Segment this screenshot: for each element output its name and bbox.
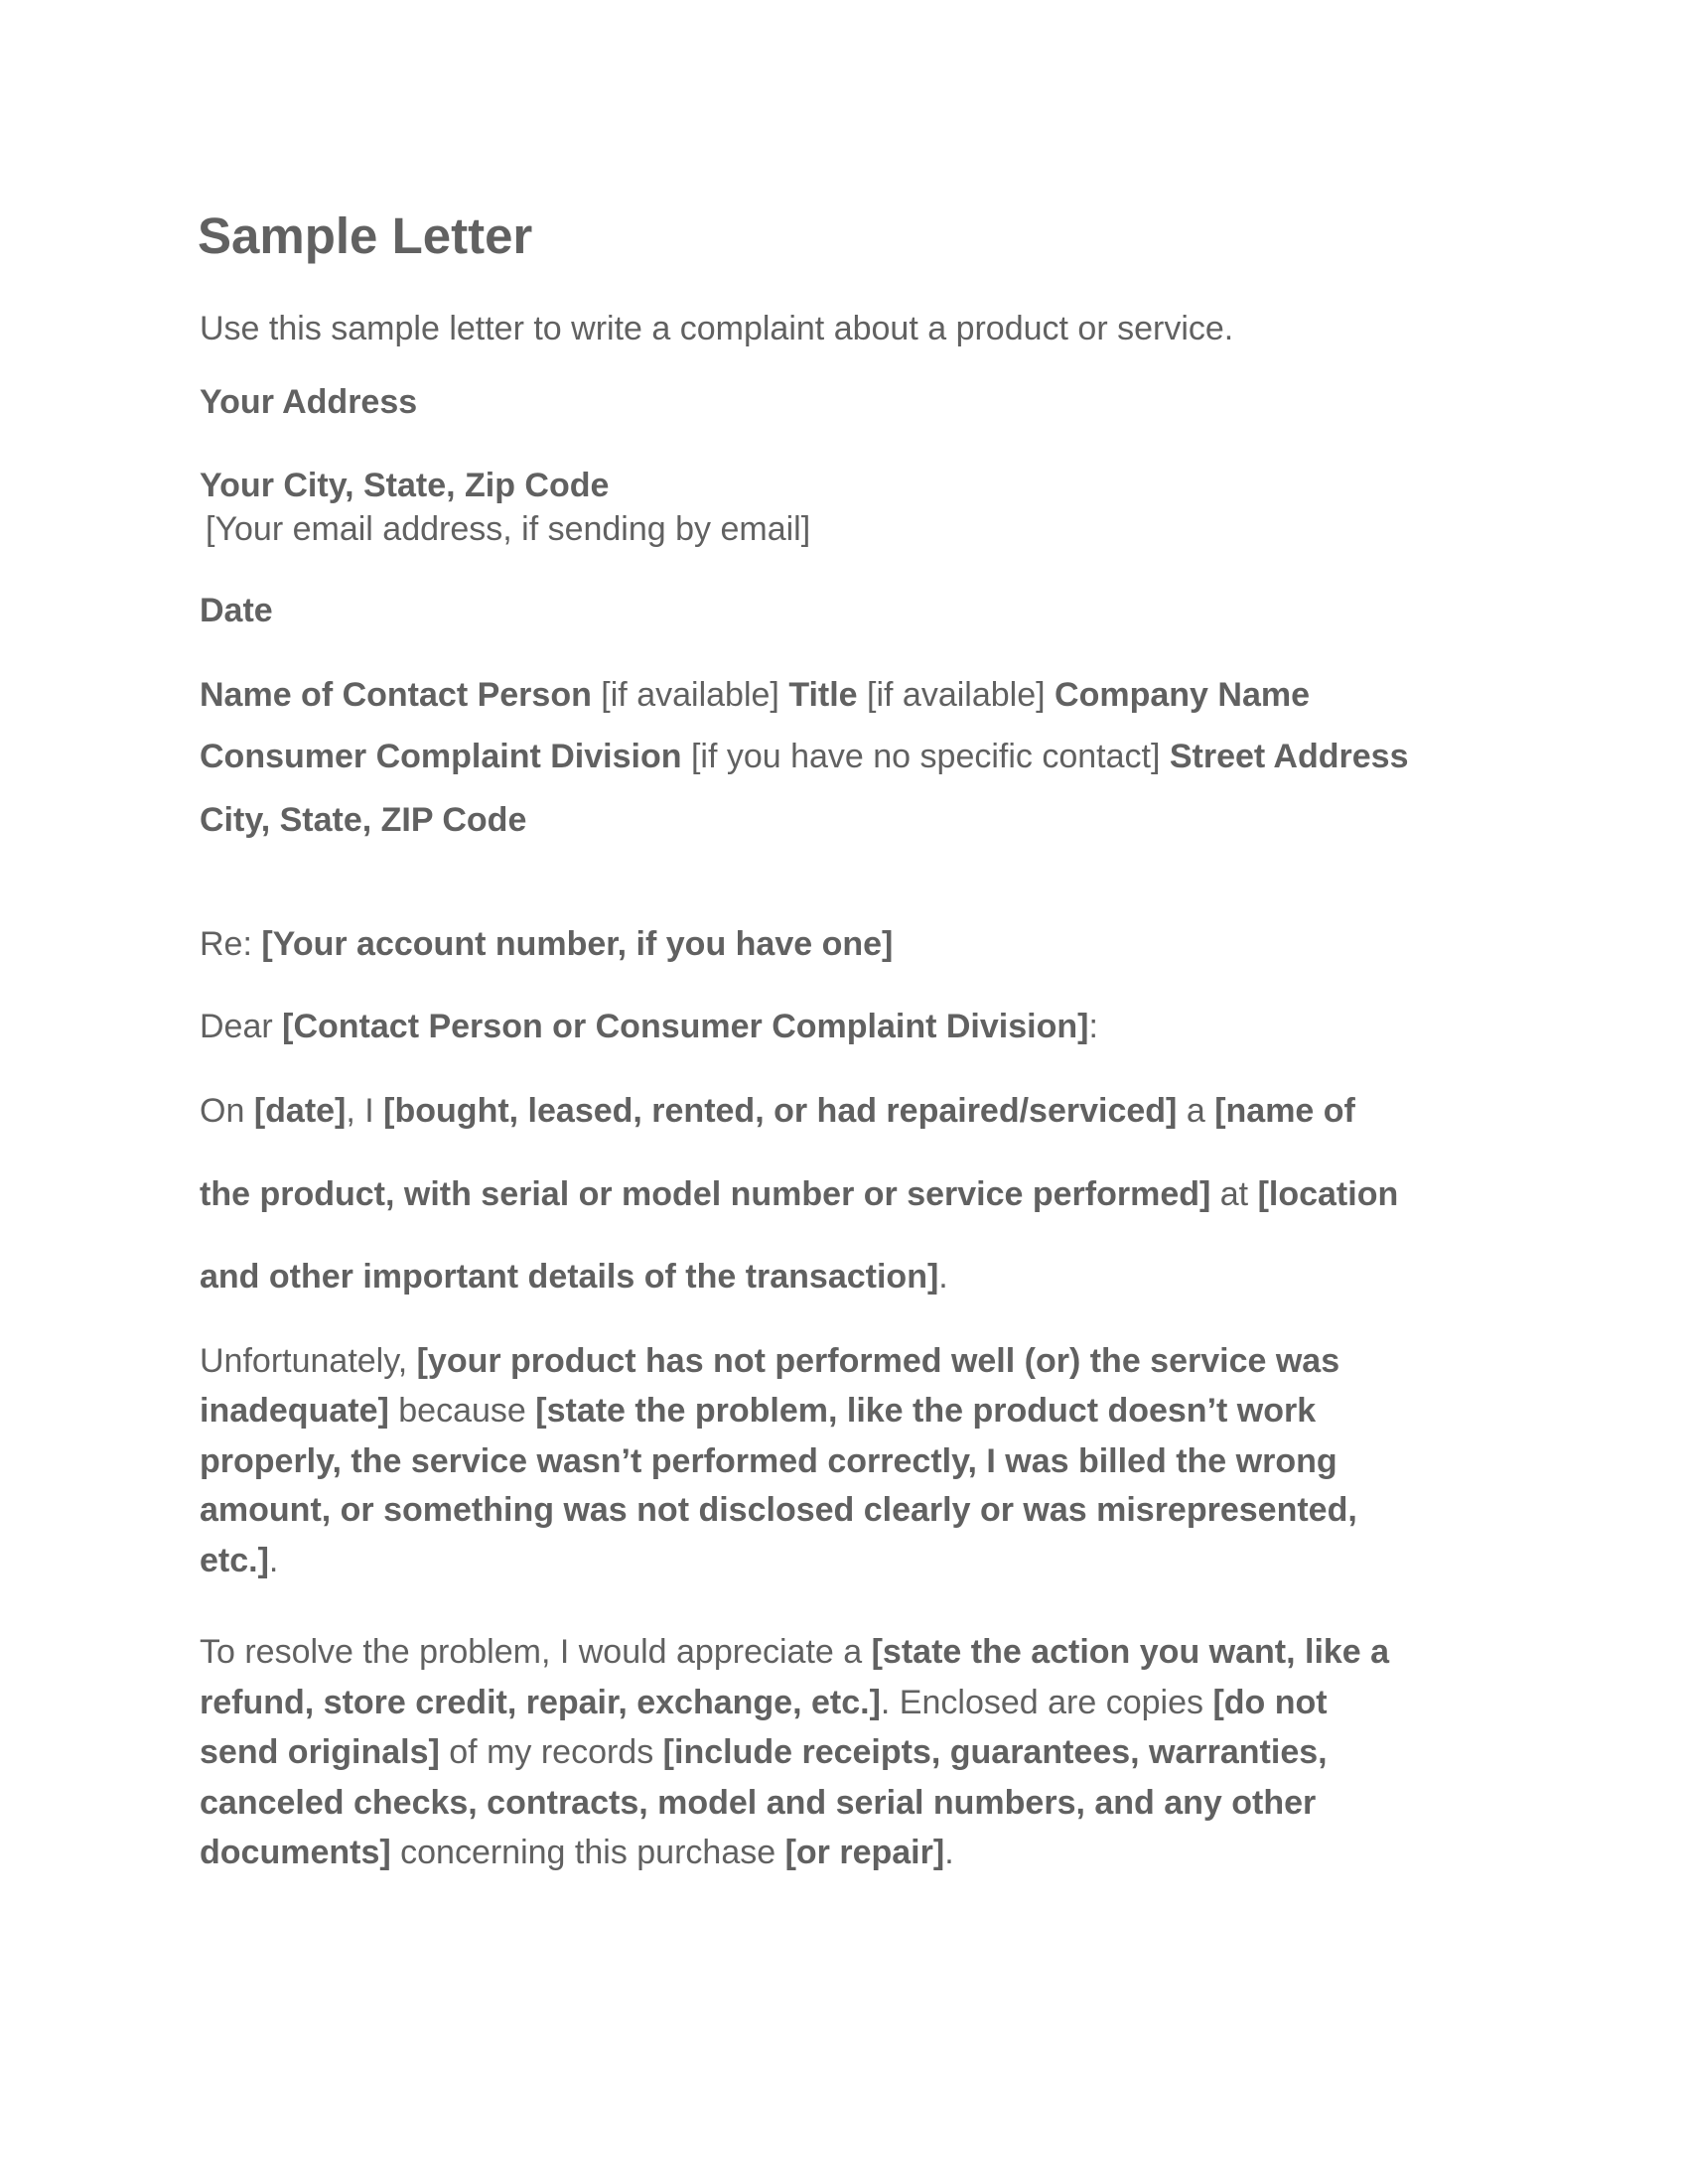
page-title: Sample Letter — [198, 207, 533, 264]
recipient-hint: [if available] — [591, 676, 789, 714]
placeholder-run: [include receipts, guarantees, warranties, — [662, 1733, 1328, 1771]
placeholder-run: refund, store credit, repair, exchange, etc.] — [200, 1684, 881, 1721]
text-run: a — [1177, 1092, 1215, 1130]
letter-date — [200, 591, 273, 630]
sender-address-label: Your Address — [200, 383, 418, 421]
recipient-city-state-zip: City, State, ZIP Code — [200, 801, 527, 839]
paragraph-3-line — [200, 1632, 1389, 1672]
paragraph-2-line — [200, 1441, 1337, 1481]
placeholder-run: [date] — [253, 1092, 347, 1130]
placeholder-run: inadequate] — [200, 1392, 389, 1430]
placeholder-run: properly, the service wasn’t performed correctly, I was billed the wrong — [200, 1442, 1337, 1480]
placeholder-run: [name of — [1214, 1092, 1355, 1130]
placeholder-run: amount, or something was not disclosed clearly or was misrepresented, — [200, 1491, 1357, 1529]
recipient-division: Consumer Complaint Division — [200, 738, 682, 775]
placeholder-run: documents] — [200, 1834, 391, 1871]
placeholder-run: etc.] — [200, 1542, 269, 1579]
sender-address — [200, 382, 417, 422]
placeholder-run: [location — [1257, 1175, 1399, 1213]
placeholder-run: and other important details of the transaction] — [200, 1258, 939, 1296]
text-run: To resolve the problem, I would appreciate a — [200, 1633, 872, 1671]
re-label: Re: — [200, 925, 262, 963]
recipient-contact-name: Name of Contact Person — [200, 676, 592, 714]
recipient-company: Company Name — [1055, 676, 1311, 714]
sender-email: [Your email address, if sending by email] — [206, 510, 811, 548]
placeholder-run: canceled checks, contracts, model and serial numbers, and any other — [200, 1784, 1317, 1822]
text-run: Unfortunately, — [200, 1342, 417, 1380]
paragraph-3-line — [200, 1833, 954, 1872]
text-run: . — [944, 1834, 954, 1871]
paragraph-2-line — [200, 1541, 278, 1580]
recipient-line-1 — [200, 675, 1310, 715]
placeholder-run: [state the problem, like the product doesn’t work — [535, 1392, 1317, 1430]
text-run: because — [388, 1392, 536, 1430]
salutation-prefix: Dear — [200, 1008, 283, 1045]
placeholder-run: send originals] — [200, 1733, 440, 1771]
text-run: . — [268, 1542, 279, 1579]
salutation — [200, 1007, 1098, 1046]
paragraph-1-line — [200, 1091, 1355, 1131]
sender-city-state-zip — [200, 466, 609, 505]
paragraph-3-line — [200, 1683, 1328, 1722]
text-run: . Enclosed are copies — [880, 1684, 1213, 1721]
recipient-title: Title — [788, 676, 858, 714]
salutation-value: [Contact Person or Consumer Complaint Division] — [282, 1008, 1089, 1045]
paragraph-3-line — [200, 1732, 1328, 1772]
placeholder-run: the product, with serial or model number or service performed] — [200, 1175, 1211, 1213]
paragraph-1-line — [200, 1174, 1398, 1214]
sender-city-label: Your City, State, Zip Code — [200, 467, 610, 504]
recipient-hint: [if you have no specific contact] — [681, 738, 1170, 775]
recipient-line-3 — [200, 800, 526, 840]
placeholder-run: [state the action you want, like a — [871, 1633, 1390, 1671]
placeholder-run: [bought, leased, rented, or had repaired/serviced] — [383, 1092, 1178, 1130]
paragraph-1-line — [200, 1257, 948, 1297]
recipient-street: Street Address — [1169, 738, 1409, 775]
text-run: , I — [346, 1092, 384, 1130]
paragraph-2-line — [200, 1391, 1316, 1431]
text-run: . — [938, 1258, 948, 1296]
intro-text: Use this sample letter to write a complaint about a product or service. — [200, 310, 1234, 347]
text-run: On — [200, 1092, 254, 1130]
recipient-hint: [if available] — [857, 676, 1055, 714]
text-run: at — [1210, 1175, 1258, 1213]
re-value: [Your account number, if you have one] — [261, 925, 894, 963]
paragraph-2-line — [200, 1341, 1339, 1381]
text-run: concerning this purchase — [390, 1834, 785, 1871]
text-run: of my records — [439, 1733, 663, 1771]
placeholder-run: [do not — [1212, 1684, 1328, 1721]
paragraph-3-line — [200, 1783, 1316, 1823]
recipient-line-2 — [200, 737, 1408, 776]
salutation-suffix: : — [1088, 1008, 1098, 1045]
date-label: Date — [200, 592, 273, 629]
paragraph-2-line — [200, 1490, 1357, 1530]
placeholder-run: [or repair] — [784, 1834, 945, 1871]
placeholder-run: [your product has not performed well (or) the service was — [416, 1342, 1340, 1380]
re-line — [200, 924, 893, 964]
